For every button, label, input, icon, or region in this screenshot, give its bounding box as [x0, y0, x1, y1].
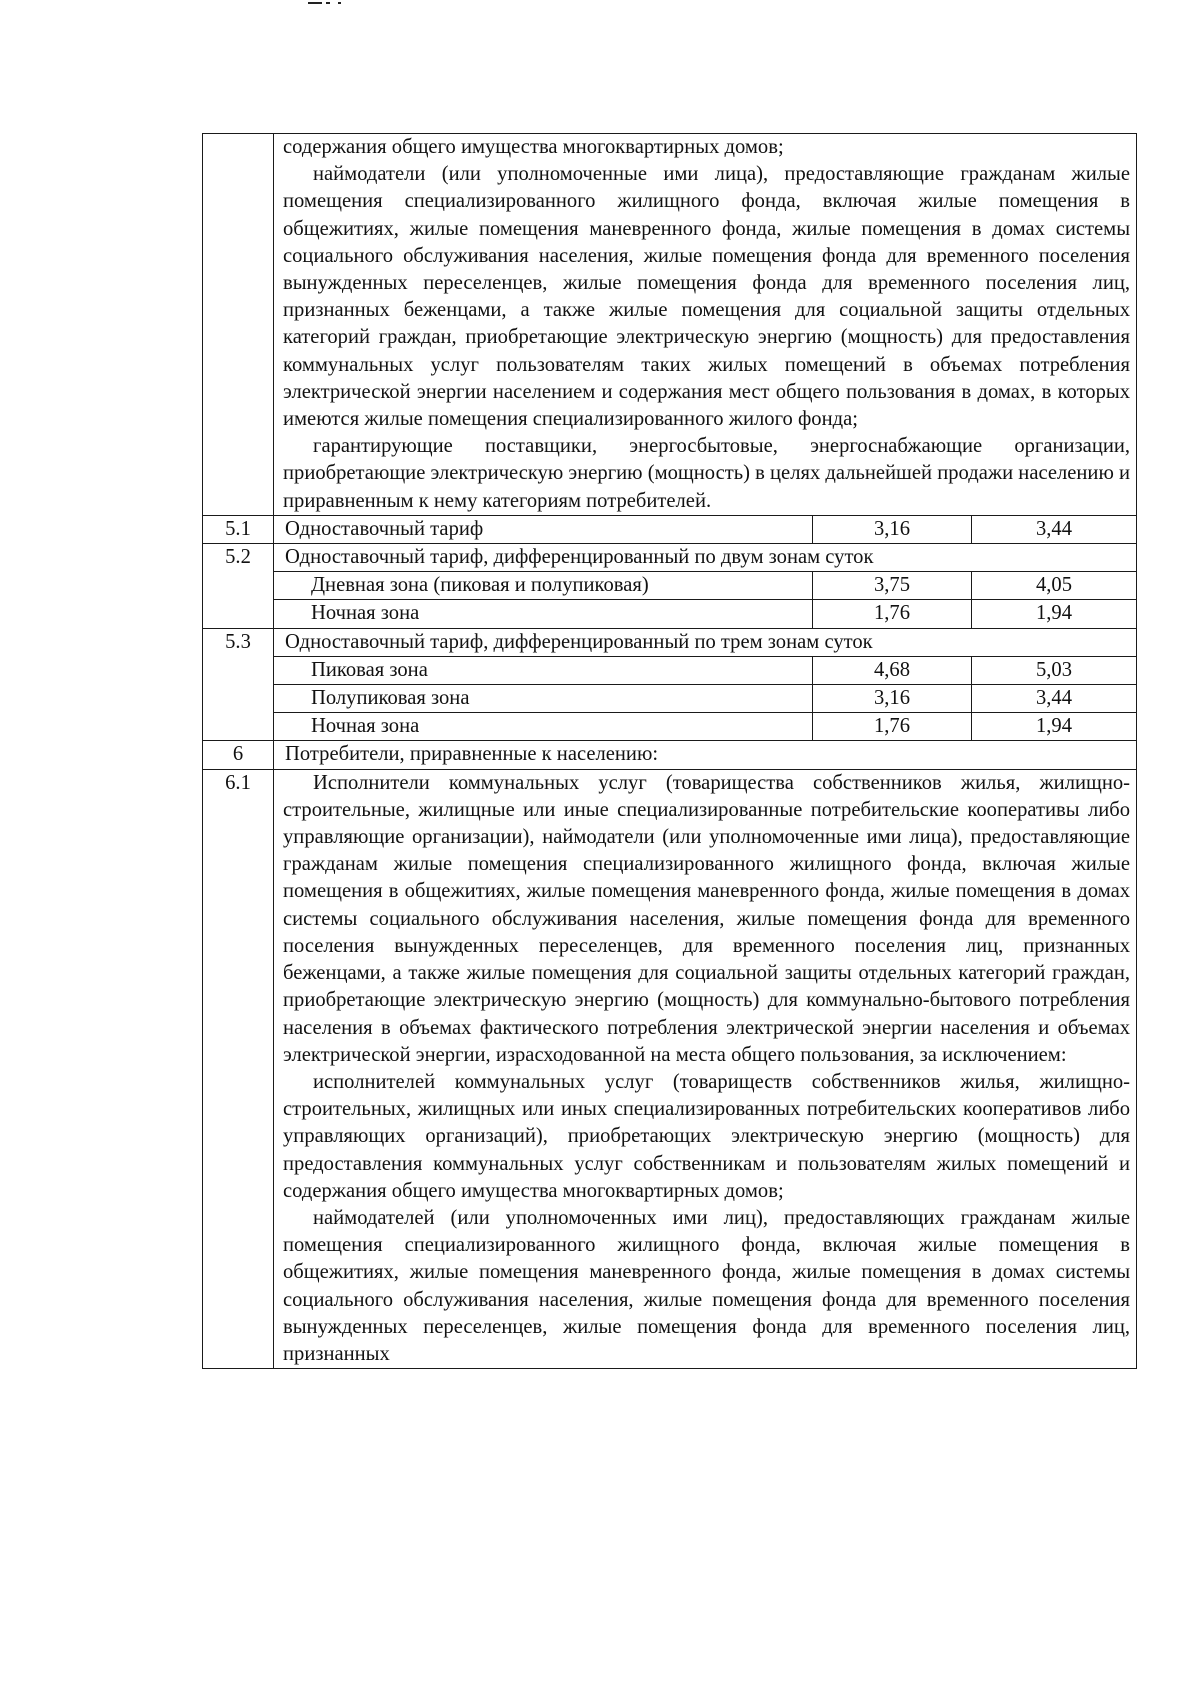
- row-value-1: 3,16: [813, 685, 972, 713]
- row-name: Пиковая зона: [274, 656, 813, 684]
- tariff-table: [202, 133, 1137, 1369]
- scan-mark: [308, 0, 348, 6]
- intro-line: содержания общего имущества многоквартирных домов;: [283, 136, 784, 158]
- table-row: [203, 544, 1137, 572]
- row-name: Одноставочный тариф, дифференцированный по двум зонам суток: [274, 544, 1137, 572]
- table-row: [203, 572, 1137, 600]
- row-value-1: 3,16: [813, 515, 972, 543]
- row-name: Дневная зона (пиковая и полупиковая): [274, 572, 813, 600]
- row-value-1: 1,76: [813, 713, 972, 741]
- row-name: Полупиковая зона: [274, 685, 813, 713]
- row-value-2: 5,03: [972, 656, 1137, 684]
- row-name: Потребители, приравненные к населению:: [274, 741, 1137, 769]
- row-num: 5.2: [203, 544, 274, 572]
- row-name: Ночная зона: [274, 600, 813, 628]
- table-row: [203, 600, 1137, 628]
- section-paragraph: Исполнители коммунальных услуг (товарищества собственников жилья, жилищно-строительные, жилищные или иные специализированные потребительские кооперативы либо управляющие организации), наймодатели (или уполномоченные ими лица), предоставляющие гражданам жилые помещения специализированного жилищного фонда, включая жилые помещения в общежитиях, жилые помещения маневренного фонда, жилые помещения в домах системы социального обслуживания населения, жилые помещения фонда для временного поселения вынужденных переселенцев, для временного поселения лиц, признанных беженцами, а также жилые помещения для социальной защиты отдельных категорий граждан, приобретающие электрическую энергию (мощность) для коммунально-бытового потребления населения в объемах фактического потребления электрической энергии населения и объемах электрической энергии, израсходованной на места общего пользования, за исключением:: [283, 771, 1131, 1066]
- row-name: Одноставочный тариф: [274, 515, 813, 543]
- table-row: [203, 515, 1137, 543]
- row-name: Ночная зона: [274, 713, 813, 741]
- row-value-1: 3,75: [813, 572, 972, 600]
- intro-paragraph: гарантирующие поставщики, энергосбытовые, энергоснабжающие организации, приобретающие электрическую энергию (мощность) в целях дальнейшей продажи населению и приравненным к нему категориям потребителей.: [283, 435, 1131, 512]
- row-num: 6: [203, 741, 274, 769]
- table-row: [203, 656, 1137, 684]
- intro-num-cell: [203, 134, 274, 516]
- table-row: [203, 741, 1137, 769]
- row-value-2: 1,94: [972, 713, 1137, 741]
- row-num: 5.3: [203, 628, 274, 656]
- table-row: [203, 628, 1137, 656]
- table-row: [203, 713, 1137, 741]
- intro-text-cell: [274, 134, 1137, 516]
- section-6-1-row: [203, 769, 1137, 1368]
- table-row: [203, 685, 1137, 713]
- section-6-1-text-cell: [274, 769, 1137, 1368]
- row-num: 5.1: [203, 515, 274, 543]
- row-value-2: 3,44: [972, 515, 1137, 543]
- row-name: Одноставочный тариф, дифференцированный по трем зонам суток: [274, 628, 1137, 656]
- intro-row: [203, 134, 1137, 516]
- row-num: 6.1: [203, 769, 274, 1368]
- row-value-1: 4,68: [813, 656, 972, 684]
- row-value-2: 1,94: [972, 600, 1137, 628]
- row-value-1: 1,76: [813, 600, 972, 628]
- row-value-2: 4,05: [972, 572, 1137, 600]
- section-paragraph: исполнителей коммунальных услуг (товариществ собственников жилья, жилищно-строительных, жилищных или иных специализированных потребительских кооперативов либо управляющих организаций), приобретающих электрическую энергию (мощность) для предоставления коммунальных услуг собственникам и пользователям жилых помещений и содержания общего имущества многоквартирных домов;: [283, 1070, 1131, 1202]
- intro-paragraph: наймодатели (или уполномоченные ими лица), предоставляющие гражданам жилые помещения специализированного жилищного фонда, включая жилые помещения в общежитиях, жилые помещения маневренного фонда, жилые помещения в домах системы социального обслуживания населения, жилые помещения фонда для временного поселения вынужденных переселенцев, жилые помещения фонда для временного поселения лиц, признанных беженцами, а также жилые помещения для социальной защиты отдельных категорий граждан, приобретающие электрическую энергию (мощность) для предоставления коммунальных услуг пользователям таких жилых помещений в объемах потребления электрической энергии населением и содержания мест общего пользования в домах, в которых имеются жилые помещения специализированного жилого фонда;: [283, 163, 1131, 431]
- row-value-2: 3,44: [972, 685, 1137, 713]
- section-paragraph: наймодателей (или уполномоченных ими лиц), предоставляющих гражданам жилые помещения специализированного жилищного фонда, включая жилые помещения в общежитиях, жилые помещения маневренного фонда, жилые помещения в домах системы социального обслуживания населения, жилые помещения фонда для временного поселения вынужденных переселенцев, жилые помещения фонда для временного поселения лиц, признанных: [283, 1206, 1131, 1365]
